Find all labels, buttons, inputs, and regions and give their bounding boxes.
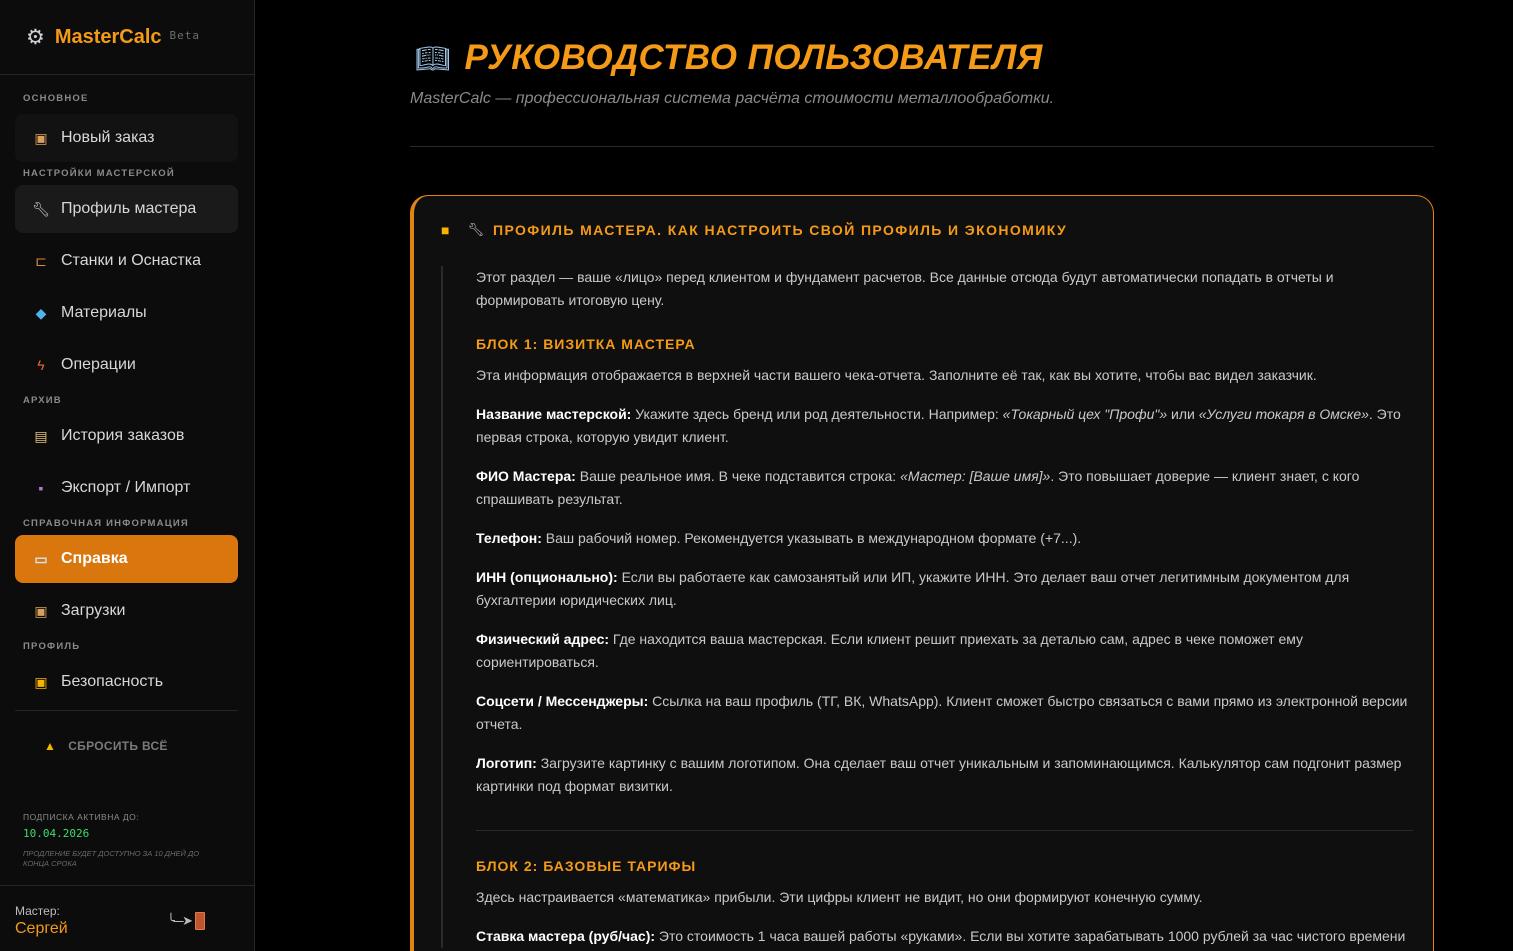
logout-arrow-icon: ╰----➤ xyxy=(167,913,192,928)
floppy-icon: ▪ xyxy=(38,480,44,496)
block1-intro: Эта информация отображается в верхней части вашего чека-отчета. Заполните её так, как вы хотите, чтобы вас видел заказчик. xyxy=(476,367,1317,383)
block2-heading: БЛОК 2: БАЗОВЫЕ ТАРИФЫ xyxy=(476,858,697,874)
package-icon: ▣ xyxy=(34,129,48,146)
sidebar-item-materials[interactable] xyxy=(15,289,238,337)
sidebar-item-label: Новый заказ xyxy=(61,129,155,146)
page-subtitle: MasterCalc — профессиональная система расчёта стоимости металлообработки. xyxy=(410,90,1055,107)
gem-icon: ◆ xyxy=(35,304,47,321)
folder-icon: ■ xyxy=(441,222,450,238)
scroll-icon: ▤ xyxy=(34,427,48,444)
section-label-workshop: НАСТРОЙКИ МАСТЕРСКОЙ xyxy=(23,168,175,179)
sidebar-item-new-order[interactable] xyxy=(15,114,238,162)
help-card-master-profile xyxy=(410,195,1434,951)
user-label: Мастер: xyxy=(15,904,60,918)
subscription-date: 10.04.2026 xyxy=(23,827,90,840)
card-title: ПРОФИЛЬ МАСТЕРА. КАК НАСТРОИТЬ СВОЙ ПРОФИЛЬ И ЭКОНОМИКУ xyxy=(492,222,1068,238)
sidebar-item-order-history[interactable] xyxy=(15,412,238,460)
page-title-text: РУКОВОДСТВО ПОЛЬЗОВАТЕЛЯ xyxy=(464,38,1043,77)
block-divider xyxy=(476,830,1413,831)
sidebar-item-master-profile[interactable] xyxy=(15,185,238,233)
sidebar-item-label: Операции xyxy=(61,356,136,373)
sidebar-item-export-import[interactable] xyxy=(15,464,238,512)
brand-name: MasterCalc xyxy=(54,25,162,48)
machine-icon: ⊏ xyxy=(35,252,47,269)
block1-item-inn: ИНН (опционально): Если вы работаете как самозанятый или ИП, укажите ИНН. Это делает ваш отчет легитимным документом для бухгалтерии юридических лиц. xyxy=(476,569,1350,608)
wrench-icon: 🔧︎ xyxy=(467,222,484,237)
sidebar-item-machines[interactable] xyxy=(15,237,238,285)
block1-item-master-name: ФИО Мастера: Ваше реальное имя. В чеке подставится строка: «Мастер: [Ваше имя]». Это повышает доверие — клиент знает, с кого спрашивать результат. xyxy=(476,468,1360,507)
sidebar-item-help[interactable] xyxy=(15,535,238,583)
section-label-profile: ПРОФИЛЬ xyxy=(23,641,81,652)
sidebar-item-security[interactable] xyxy=(15,658,238,706)
package-icon: ▣ xyxy=(34,602,48,619)
block2-intro: Здесь настраивается «математика» прибыли. Эти цифры клиент не видит, но они формируют конечную сумму. xyxy=(476,889,1203,905)
page-title xyxy=(415,38,1043,78)
sidebar-item-label: Станки и Оснастка xyxy=(61,252,201,269)
gear-icon: ⚙ xyxy=(26,25,45,49)
warning-icon: ▲ xyxy=(44,739,57,753)
card-header[interactable] xyxy=(441,222,1067,238)
block1-item-phone: Телефон: Ваш рабочий номер. Рекомендуется указывать в международном формате (+7...). xyxy=(476,530,1082,546)
wrench-icon: 🔧︎ xyxy=(32,200,50,217)
block2-item-rate: Ставка мастера (руб/час): Это стоимость 1 часа вашей работы «руками». Если вы хотите зарабатывать 1000 рублей за час чистого времени xyxy=(476,928,1406,944)
sidebar-item-label: Безопасность xyxy=(61,673,164,690)
beta-badge: Beta xyxy=(169,28,201,42)
section-label-reference: СПРАВОЧНАЯ ИНФОРМАЦИЯ xyxy=(23,518,189,529)
subscription-note: ПРОДЛЕНИЕ БУДЕТ ДОСТУПНО ЗА 10 ДНЕЙ ДО КОНЦА СРОКА xyxy=(23,849,200,868)
sidebar-item-operations[interactable] xyxy=(15,341,238,389)
lock-icon: ▣ xyxy=(34,673,48,690)
card-content xyxy=(441,266,1411,948)
user-bar xyxy=(0,885,255,951)
book-icon: ▭ xyxy=(34,550,48,567)
sidebar-item-label: Справка xyxy=(61,550,128,567)
block1-item-logo: Логотип: Загрузите картинку с вашим логотипом. Она сделает ваш отчет уникальным и запоминающимся. Калькулятор сам подгонит размер картинки под формат визитки. xyxy=(476,755,1402,794)
main-content xyxy=(255,0,1513,951)
reset-all-label: СБРОСИТЬ ВСЁ xyxy=(68,739,168,753)
logout-button[interactable] xyxy=(167,912,205,930)
brand[interactable] xyxy=(0,0,254,75)
header-divider xyxy=(410,146,1434,147)
reset-all-button[interactable] xyxy=(44,739,168,753)
sidebar xyxy=(0,0,255,951)
sidebar-item-label: Профиль мастера xyxy=(61,200,197,217)
lightning-icon: ϟ xyxy=(37,357,45,373)
sidebar-item-label: Материалы xyxy=(61,304,147,321)
sidebar-item-downloads[interactable] xyxy=(15,587,238,635)
sidebar-item-label: Загрузки xyxy=(61,602,126,619)
door-icon xyxy=(195,912,205,930)
section-label-archive: АРХИВ xyxy=(23,395,62,406)
block1-item-socials: Соцсети / Мессенджеры: Ссылка на ваш профиль (ТГ, ВК, WhatsApp). Клиент сможет быстро связаться с вами прямо из электронной версии отчета. xyxy=(476,693,1408,732)
block1-heading: БЛОК 1: ВИЗИТКА МАСТЕРА xyxy=(476,336,696,352)
book-icon: 📖︎ xyxy=(415,42,451,74)
block1-item-address: Физический адрес: Где находится ваша мастерская. Если клиент решит приехать за деталью сам, адрес в чеке поможет ему сориентироваться. xyxy=(476,631,1304,670)
section-label-main: ОСНОВНОЕ xyxy=(23,93,89,104)
block1-item-workshop-name: Название мастерской: Укажите здесь бренд или род деятельности. Например: «Токарный цех "Профи"» или «Услуги токаря в Омске». Это первая строка, которую увидит клиент. xyxy=(476,406,1401,445)
sidebar-item-label: Экспорт / Импорт xyxy=(61,479,191,496)
subscription-label: ПОДПИСКА АКТИВНА ДО: xyxy=(23,812,140,822)
sidebar-item-label: История заказов xyxy=(61,427,185,444)
user-name: Сергей xyxy=(15,920,68,937)
card-intro: Этот раздел — ваше «лицо» перед клиентом и фундамент расчетов. Все данные отсюда будут автоматически попадать в отчеты и формировать итоговую цену. xyxy=(476,269,1334,308)
sidebar-divider xyxy=(15,710,238,711)
